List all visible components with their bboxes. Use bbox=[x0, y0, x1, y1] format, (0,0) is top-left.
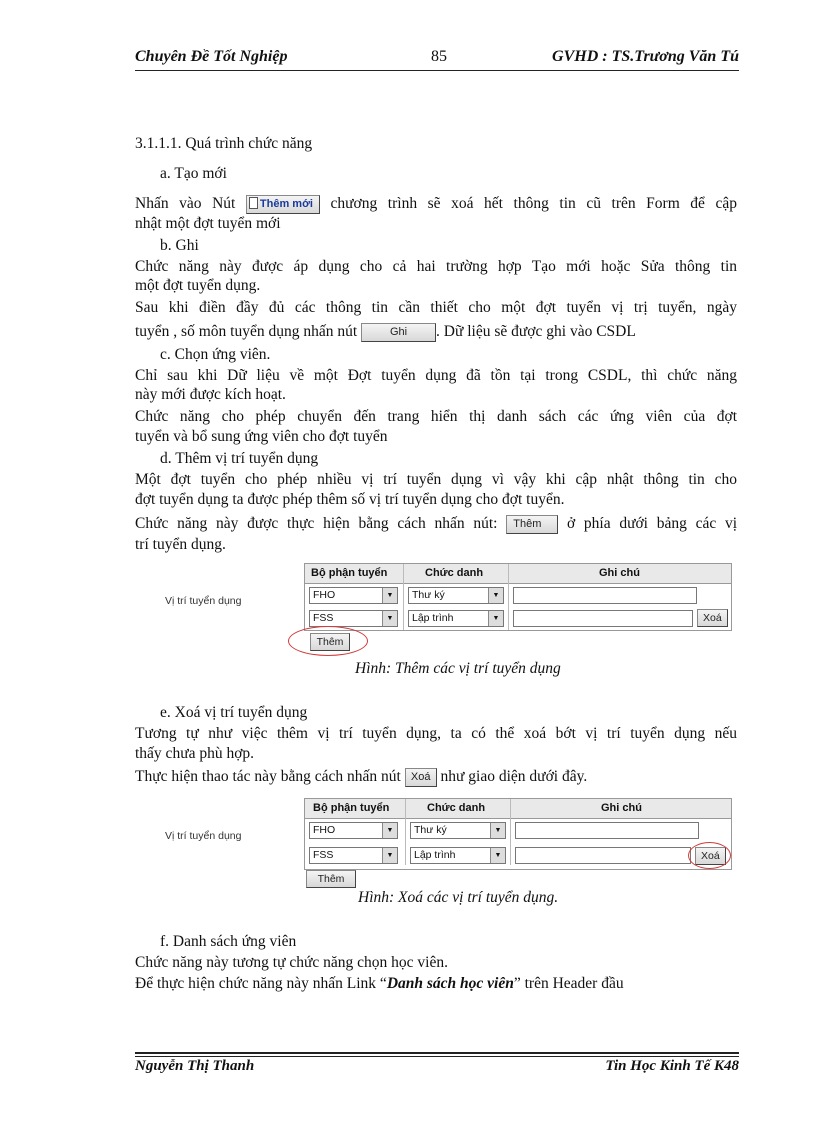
col-department-header: Bộ phận tuyển bbox=[311, 567, 388, 579]
paragraph-f2 bbox=[135, 974, 624, 994]
grid-header bbox=[305, 799, 731, 819]
grid-header bbox=[305, 564, 731, 584]
paragraph-b1-line1: Chức năng này được áp dụng cho cả hai trường hợp Tạo mới hoặc Sửa thông tin bbox=[135, 258, 737, 275]
new-document-icon bbox=[249, 197, 258, 209]
department-select[interactable]: FSS ▼ bbox=[309, 847, 398, 864]
paragraph-f1: Chức năng này tương tự chức năng chọn học viên. bbox=[135, 954, 448, 971]
note-input[interactable] bbox=[513, 587, 697, 604]
position-grid bbox=[304, 798, 732, 870]
paragraph-d1-line2: đợt tuyển dụng ta được phép thêm số vị trí tuyển dụng cho đợt tuyển. bbox=[135, 491, 565, 508]
section-title: 3.1.1.1. Quá trình chức năng bbox=[135, 135, 313, 152]
them-moi-button[interactable] bbox=[246, 195, 320, 214]
chevron-down-icon: ▼ bbox=[382, 611, 397, 626]
header-supervisor: GVHD : TS.Trương Văn Tú bbox=[552, 48, 739, 65]
paragraph-e2-post: như giao diện dưới đây. bbox=[440, 768, 588, 785]
paragraph-b2-pre: tuyển , số môn tuyển dụng nhấn nút bbox=[135, 323, 358, 340]
paragraph-b2-line2 bbox=[135, 322, 636, 342]
department-select[interactable]: FSS ▼ bbox=[309, 610, 398, 627]
them-moi-label: Thêm mới bbox=[259, 197, 313, 210]
department-select[interactable]: FHO ▼ bbox=[309, 587, 398, 604]
paragraph-d2-pre: Chức năng này được thực hiện bằng cách nhấn nút: bbox=[135, 515, 498, 532]
form-label: Vị trí tuyển dụng bbox=[165, 595, 242, 607]
subsection-e-title: e. Xoá vị trí tuyển dụng bbox=[160, 704, 308, 721]
col-note-header: Ghi chú bbox=[599, 567, 640, 579]
chevron-down-icon: ▼ bbox=[488, 611, 503, 626]
paragraph-c2-line1: Chức năng cho phép chuyển đến trang hiển thị danh sách các ứng viên của đợt bbox=[135, 408, 737, 425]
note-input[interactable] bbox=[513, 610, 693, 627]
paragraph-e1-line1: Tương tự như việc thêm vị trí tuyển dụng, ta có thể xoá bớt vị trí tuyển dụng nếu bbox=[135, 725, 737, 742]
col-department-header: Bộ phận tuyển bbox=[313, 802, 390, 814]
ghi-button[interactable]: Ghi bbox=[361, 323, 436, 342]
chevron-down-icon: ▼ bbox=[382, 588, 397, 603]
form-label: Vị trí tuyển dụng bbox=[165, 830, 242, 842]
delete-row-button[interactable]: Xoá bbox=[697, 609, 728, 627]
chevron-down-icon: ▼ bbox=[382, 823, 397, 838]
add-position-button[interactable]: Thêm bbox=[306, 870, 356, 888]
grid-row bbox=[305, 842, 731, 868]
paragraph-b2-line1: Sau khi điền đầy đủ các thông tin cần thiết cho một đợt tuyển vị trị tuyển, ngày bbox=[135, 299, 737, 316]
job-title-select[interactable]: Lập trình ▼ bbox=[410, 847, 506, 864]
col-title-header: Chức danh bbox=[425, 567, 484, 579]
note-input[interactable] bbox=[515, 822, 699, 839]
subsection-d-title: d. Thêm vị trí tuyển dụng bbox=[160, 450, 319, 467]
subsection-a-title: a. Tạo mới bbox=[160, 165, 227, 182]
paragraph-d2-line2: trí tuyển dụng. bbox=[135, 536, 226, 553]
footer-author: Nguyễn Thị Thanh bbox=[135, 1058, 255, 1074]
paragraph-e2-line1 bbox=[135, 767, 587, 787]
them-inline-button[interactable]: Thêm bbox=[506, 515, 558, 534]
position-form-delete bbox=[160, 798, 738, 894]
paragraph-a-pre: Nhấn vào Nút bbox=[135, 195, 236, 212]
col-title-header: Chức danh bbox=[427, 802, 486, 814]
paragraph-a-line2: nhật một đợt tuyển mới bbox=[135, 215, 281, 232]
grid-row bbox=[305, 584, 731, 607]
chevron-down-icon: ▼ bbox=[488, 588, 503, 603]
paragraph-e1-line2: thấy chưa phù hợp. bbox=[135, 745, 255, 762]
figure-caption-add: Hình: Thêm các vị trí tuyển dụng bbox=[355, 660, 561, 677]
figure-caption-delete: Hình: Xoá các vị trí tuyển dụng. bbox=[358, 889, 559, 906]
note-input[interactable] bbox=[515, 847, 691, 864]
grid-row bbox=[305, 819, 731, 842]
subsection-b-title: b. Ghi bbox=[160, 237, 199, 254]
job-title-select[interactable]: Thư ký ▼ bbox=[410, 822, 506, 839]
header-rule bbox=[135, 70, 739, 71]
paragraph-b2-post: . Dữ liệu sẽ được ghi vào CSDL bbox=[436, 323, 636, 340]
subsection-c-title: c. Chọn ứng viên. bbox=[160, 346, 271, 363]
chevron-down-icon: ▼ bbox=[490, 823, 505, 838]
footer-rule bbox=[135, 1056, 739, 1057]
xoa-inline-button[interactable]: Xoá bbox=[405, 768, 437, 787]
subsection-f-title: f. Danh sách ứng viên bbox=[160, 933, 297, 950]
highlight-ring bbox=[688, 842, 731, 869]
job-title-select[interactable]: Lập trình ▼ bbox=[408, 610, 504, 627]
page-header bbox=[135, 48, 739, 72]
paragraph-f2-pre: Để thực hiện chức năng này nhấn Link “ bbox=[135, 975, 387, 992]
add-position-button[interactable]: Thêm bbox=[310, 633, 350, 651]
paragraph-e2-pre: Thực hiện thao tác này bằng cách nhấn nút bbox=[135, 768, 401, 785]
paragraph-d1-line1: Một đợt tuyển cho phép nhiều vị trí tuyển dụng vì vậy khi cập nhật thông tin cho bbox=[135, 471, 737, 488]
department-select[interactable]: FHO ▼ bbox=[309, 822, 398, 839]
paragraph-d2-post: ở phía dưới bảng các vị bbox=[566, 515, 737, 532]
paragraph-c2-line2: tuyển và bổ sung ứng viên cho đợt tuyển bbox=[135, 428, 388, 445]
position-form-add bbox=[160, 563, 738, 659]
highlight-ring bbox=[288, 626, 368, 656]
job-title-select[interactable]: Thư ký ▼ bbox=[408, 587, 504, 604]
grid-row bbox=[305, 607, 731, 630]
position-grid bbox=[304, 563, 732, 631]
header-title: Chuyên Đề Tốt Nghiệp bbox=[135, 48, 288, 65]
paragraph-b1-line2: một đợt tuyển dụng. bbox=[135, 277, 261, 294]
paragraph-d2-line1 bbox=[135, 514, 737, 534]
col-note-header: Ghi chú bbox=[601, 802, 642, 814]
chevron-down-icon: ▼ bbox=[382, 848, 397, 863]
paragraph-f2-post: ” trên Header đầu bbox=[513, 975, 624, 992]
delete-row-button[interactable]: Xoá bbox=[695, 847, 726, 865]
footer-rule bbox=[135, 1052, 739, 1054]
footer-class: Tin Học Kinh Tế K48 bbox=[605, 1058, 739, 1074]
paragraph-c1-line1: Chỉ sau khi Dữ liệu về một Đợt tuyển dụng đã tồn tại trong CSDL, thì chức năng bbox=[135, 367, 737, 384]
danh-sach-hoc-vien-link[interactable]: Danh sách học viên bbox=[386, 975, 514, 992]
paragraph-a-line1 bbox=[135, 194, 737, 214]
paragraph-a-post: chương trình sẽ xoá hết thông tin cũ trên Form để cập bbox=[330, 195, 738, 212]
chevron-down-icon: ▼ bbox=[490, 848, 505, 863]
paragraph-c1-line2: này mới được kích hoạt. bbox=[135, 386, 286, 403]
page-number: 85 bbox=[431, 48, 447, 65]
